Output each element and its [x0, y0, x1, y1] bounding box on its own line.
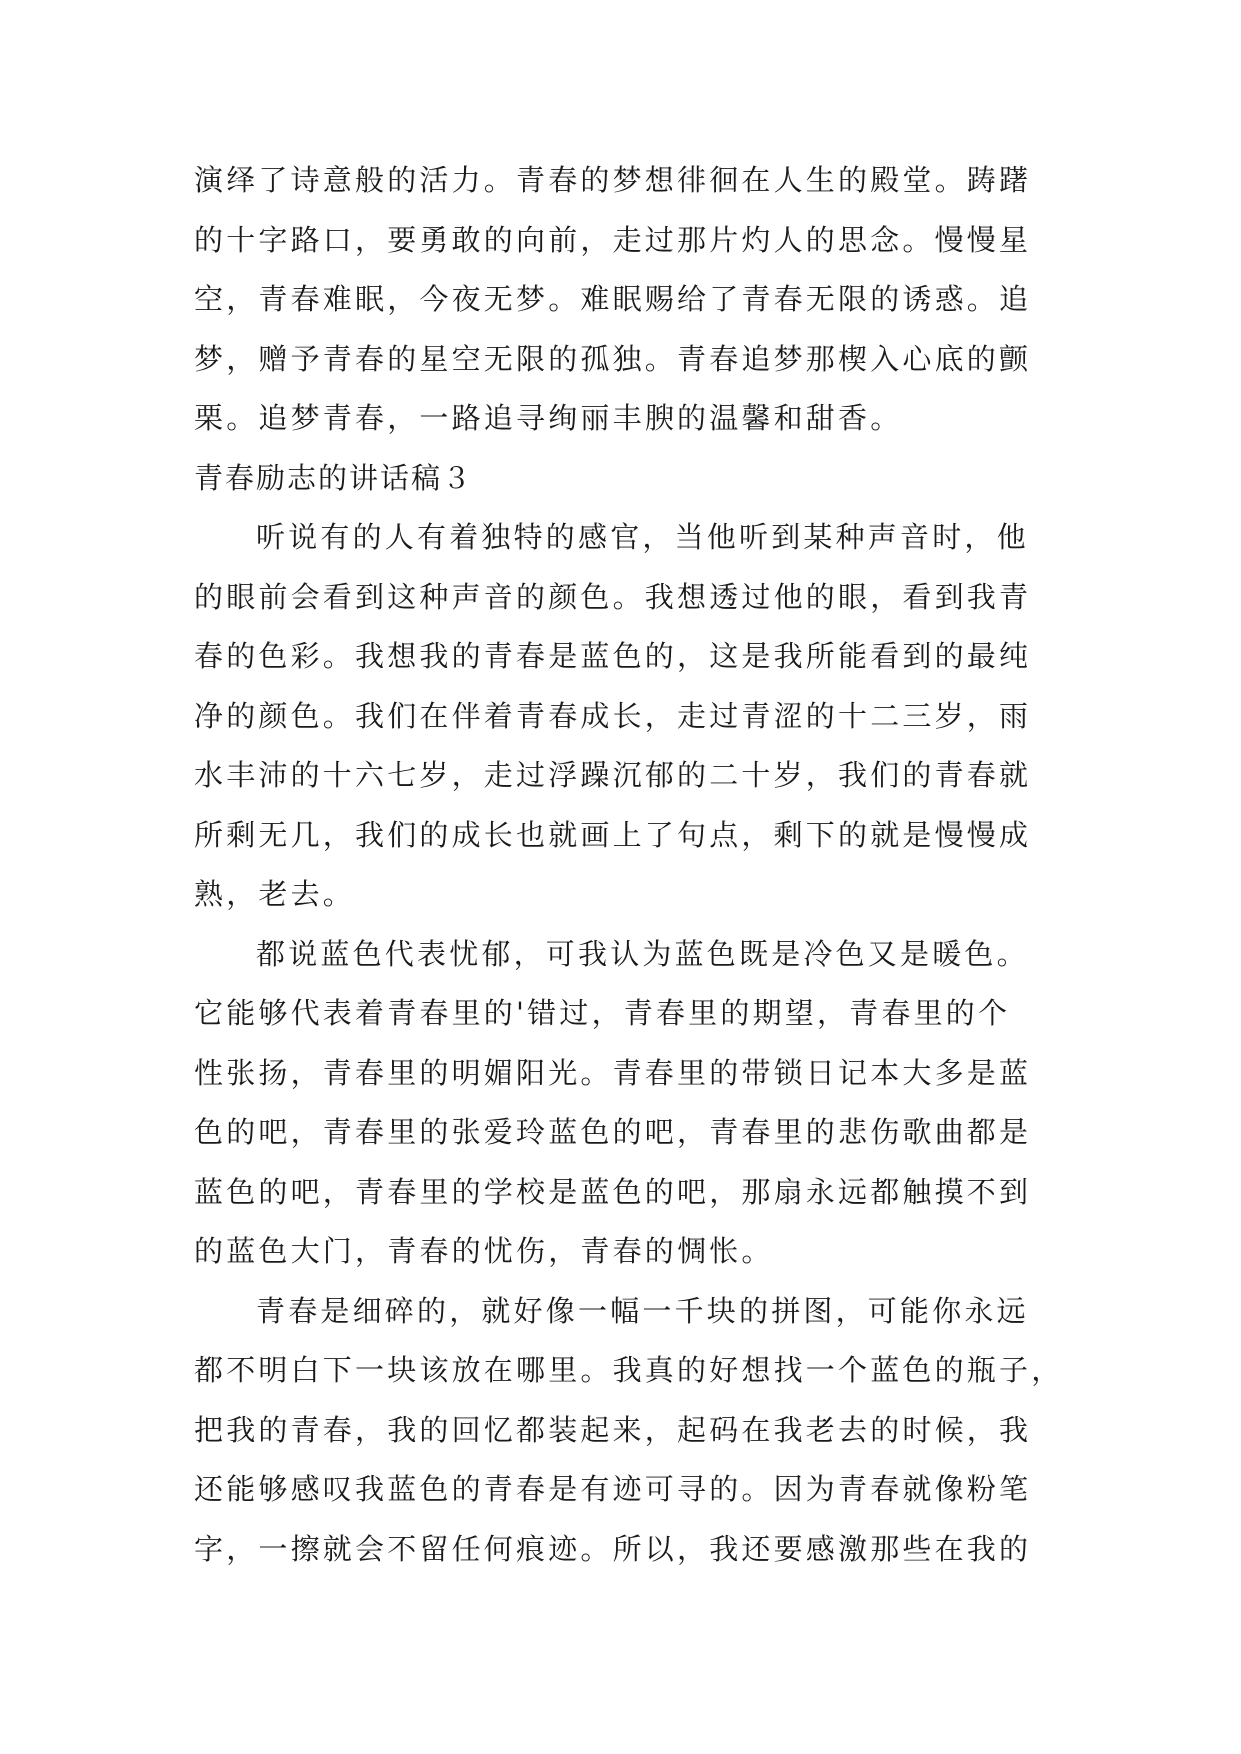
- text-line: 空，青春难眠，今夜无梦。难眠赐给了青春无限的诱惑。追: [194, 282, 1032, 316]
- text-line: 色的吧，青春里的张爱玲蓝色的吧，青春里的悲伤歌曲都是: [194, 1115, 1032, 1149]
- text-line: 栗。追梦青春，一路追寻绚丽丰腴的温馨和甜香。: [194, 401, 903, 435]
- text-line: 梦，赠予青春的星空无限的孤独。青春追梦那楔入心底的颤: [194, 341, 1032, 376]
- text-line: 水丰沛的十六七岁，走过浮躁沉郁的二十岁，我们的青春就: [194, 758, 1032, 792]
- document-body: [194, 160, 1064, 1588]
- text-line: 演绎了诗意般的活力。青春的梦想徘徊在人生的殿堂。踌躇: [194, 163, 1032, 197]
- text-line: 它能够代表着青春里的'错过，青春里的期望，青春里的个: [194, 996, 1011, 1030]
- text-line: 熟，老去。: [194, 877, 356, 911]
- text-line: 字，一擦就会不留任何痕迹。所以，我还要感激那些在我的: [194, 1531, 1032, 1566]
- text-line: 净的颜色。我们在伴着青春成长，走过青涩的十二三岁，雨: [194, 698, 1032, 733]
- section-heading: 青春励志的讲话稿３: [194, 460, 474, 495]
- text-line: 蓝色的吧，青春里的学校是蓝色的吧，那扇永远都触摸不到: [194, 1174, 1032, 1209]
- text-line: 性张扬，青春里的明媚阳光。青春里的带锁日记本大多是蓝: [194, 1055, 1032, 1090]
- paragraph-first-line: 听说有的人有着独特的感官，当他听到某种声音时，他: [256, 520, 1029, 554]
- text-line: 还能够感叹我蓝色的青春是有迹可寻的。因为青春就像粉笔: [194, 1472, 1032, 1506]
- text-line: 的十字路口，要勇敢的向前，走过那片灼人的思念。慢慢星: [194, 222, 1032, 257]
- paragraph-first-line: 青春是细碎的，就好像一幅一千块的拼图，可能你永远: [256, 1293, 1029, 1328]
- text-line: 把我的青春，我的回忆都装起来，起码在我老去的时候，我: [194, 1412, 1032, 1447]
- text-line: 都不明白下一块该放在哪里。我真的好想找一个蓝色的瓶子，: [194, 1353, 1064, 1387]
- paragraph-first-line: 都说蓝色代表忧郁，可我认为蓝色既是冷色又是暖色。: [256, 936, 1029, 971]
- text-line: 的蓝色大门，青春的忧伤，青春的惆怅。: [194, 1234, 774, 1268]
- text-line: 的眼前会看到这种声音的颜色。我想透过他的眼，看到我青: [194, 579, 1032, 614]
- text-line: 所剩无几，我们的成长也就画上了句点，剩下的就是慢慢成: [194, 817, 1032, 852]
- text-line: 春的色彩。我想我的青春是蓝色的，这是我所能看到的最纯: [194, 639, 1032, 673]
